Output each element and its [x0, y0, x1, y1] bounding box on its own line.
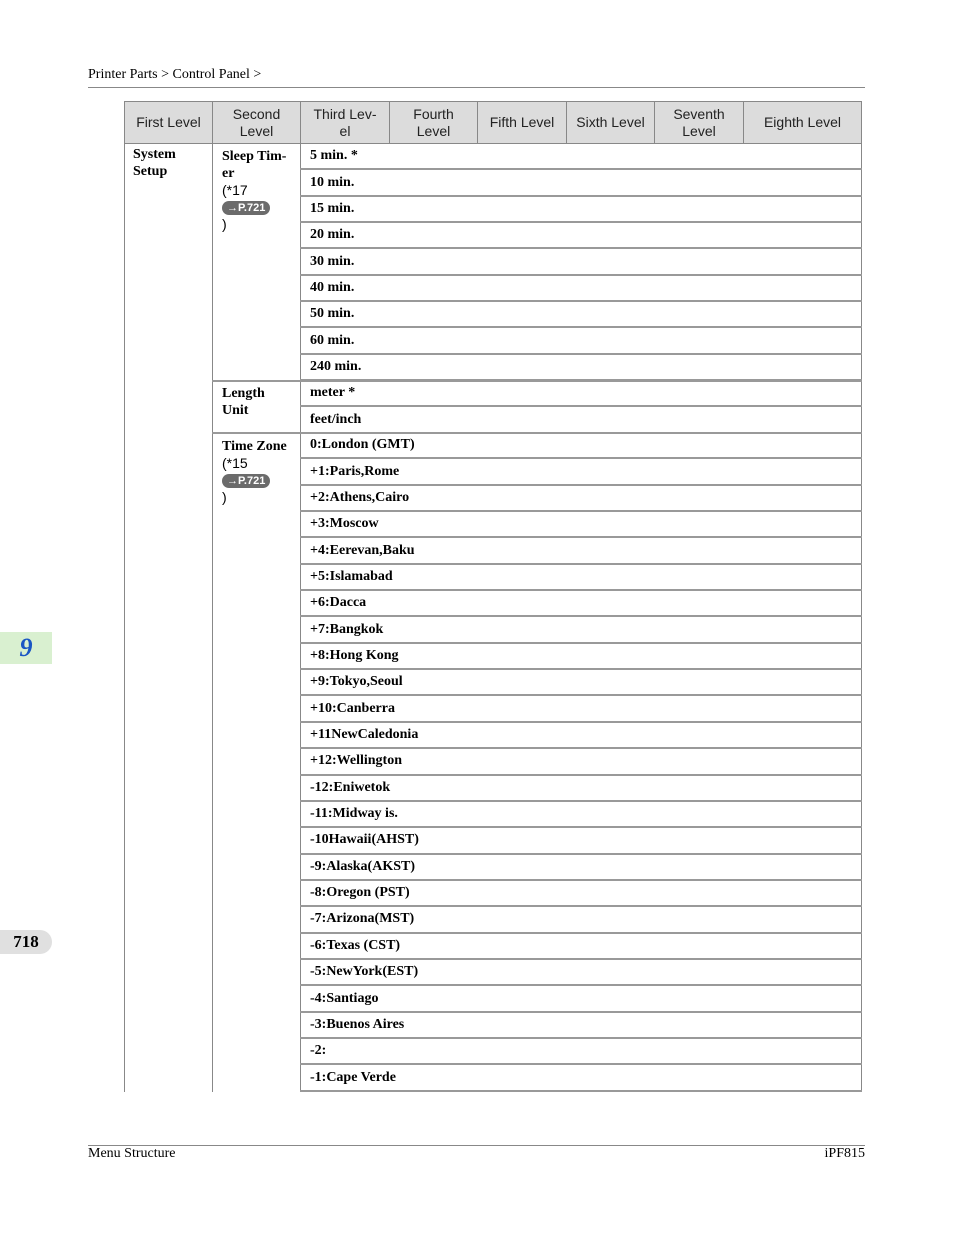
list-item: +11NewCaledonia — [300, 723, 862, 749]
header-sixth-level: Sixth Level — [567, 102, 655, 143]
list-item: 5 min. * — [300, 144, 862, 170]
list-item: 15 min. — [300, 197, 862, 223]
list-item: +4:Eerevan,Baku — [300, 538, 862, 564]
list-item: +2:Athens,Cairo — [300, 486, 862, 512]
list-item: 0:London (GMT) — [300, 433, 862, 459]
list-item: -8:Oregon (PST) — [300, 881, 862, 907]
list-item: +1:Paris,Rome — [300, 459, 862, 485]
page-number: 718 — [0, 930, 52, 954]
list-item: -4:Santiago — [300, 986, 862, 1012]
list-item: +12:Wellington — [300, 749, 862, 775]
breadcrumb: Printer Parts > Control Panel > — [88, 67, 262, 82]
list-item: -11:Midway is. — [300, 802, 862, 828]
list-item: 60 min. — [300, 328, 862, 354]
list-item: meter * — [300, 381, 862, 407]
header-first-level: First Level — [125, 102, 213, 143]
list-item: -1:Cape Verde — [300, 1065, 862, 1091]
list-item: 50 min. — [300, 302, 862, 328]
list-item: +9:Tokyo,Seoul — [300, 670, 862, 696]
chapter-tab[interactable]: 9 — [0, 632, 52, 664]
list-item: +8:Hong Kong — [300, 644, 862, 670]
first-level-label: System Setup — [133, 147, 176, 179]
length-unit-label: Length Unit — [222, 386, 265, 418]
header-fourth-level: Fourth Level — [390, 102, 478, 143]
list-item: +3:Moscow — [300, 512, 862, 538]
page-reference-link[interactable]: →P.721 — [222, 201, 270, 215]
page-reference-link[interactable]: →P.721 — [222, 474, 270, 488]
list-item: +7:Bangkok — [300, 617, 862, 643]
list-item: -5:NewYork(EST) — [300, 960, 862, 986]
header-second-level: Second Level — [213, 102, 301, 143]
list-item: +5:Islamabad — [300, 565, 862, 591]
list-item: -10Hawaii(AHST) — [300, 828, 862, 854]
table-border-left — [124, 144, 125, 1092]
header-fifth-level: Fifth Level — [478, 102, 567, 143]
table-header — [124, 101, 862, 144]
header-seventh-level: Seventh Level — [655, 102, 744, 143]
footer-section-title: Menu Structure — [88, 1146, 176, 1161]
table-divider — [212, 144, 213, 1092]
header-eighth-level: Eighth Level — [763, 114, 842, 130]
list-item: -7:Arizona(MST) — [300, 907, 862, 933]
list-item: -2: — [300, 1039, 862, 1065]
header-rule — [88, 87, 865, 88]
list-item: -3:Buenos Aires — [300, 1013, 862, 1039]
list-item: -6:Texas (CST) — [300, 934, 862, 960]
header-third-level: Third Lev-el — [301, 102, 390, 143]
list-item: 20 min. — [300, 223, 862, 249]
list-item: -9:Alaska(AKST) — [300, 855, 862, 881]
list-item: +6:Dacca — [300, 591, 862, 617]
list-item: 240 min. — [300, 355, 862, 381]
time-zone-label: Time Zone (*15 →P.721 ) — [222, 439, 287, 505]
list-item: 40 min. — [300, 276, 862, 302]
list-item: -12:Eniwetok — [300, 776, 862, 802]
list-item: 10 min. — [300, 170, 862, 196]
footer-model: iPF815 — [824, 1146, 865, 1161]
list-item: +10:Canberra — [300, 697, 862, 723]
sleep-timer-label: Sleep Tim- er (*17 →P.721 ) — [222, 149, 287, 232]
list-item: feet/inch — [300, 407, 862, 433]
list-item: 30 min. — [300, 249, 862, 275]
footer-rule — [88, 1145, 865, 1146]
